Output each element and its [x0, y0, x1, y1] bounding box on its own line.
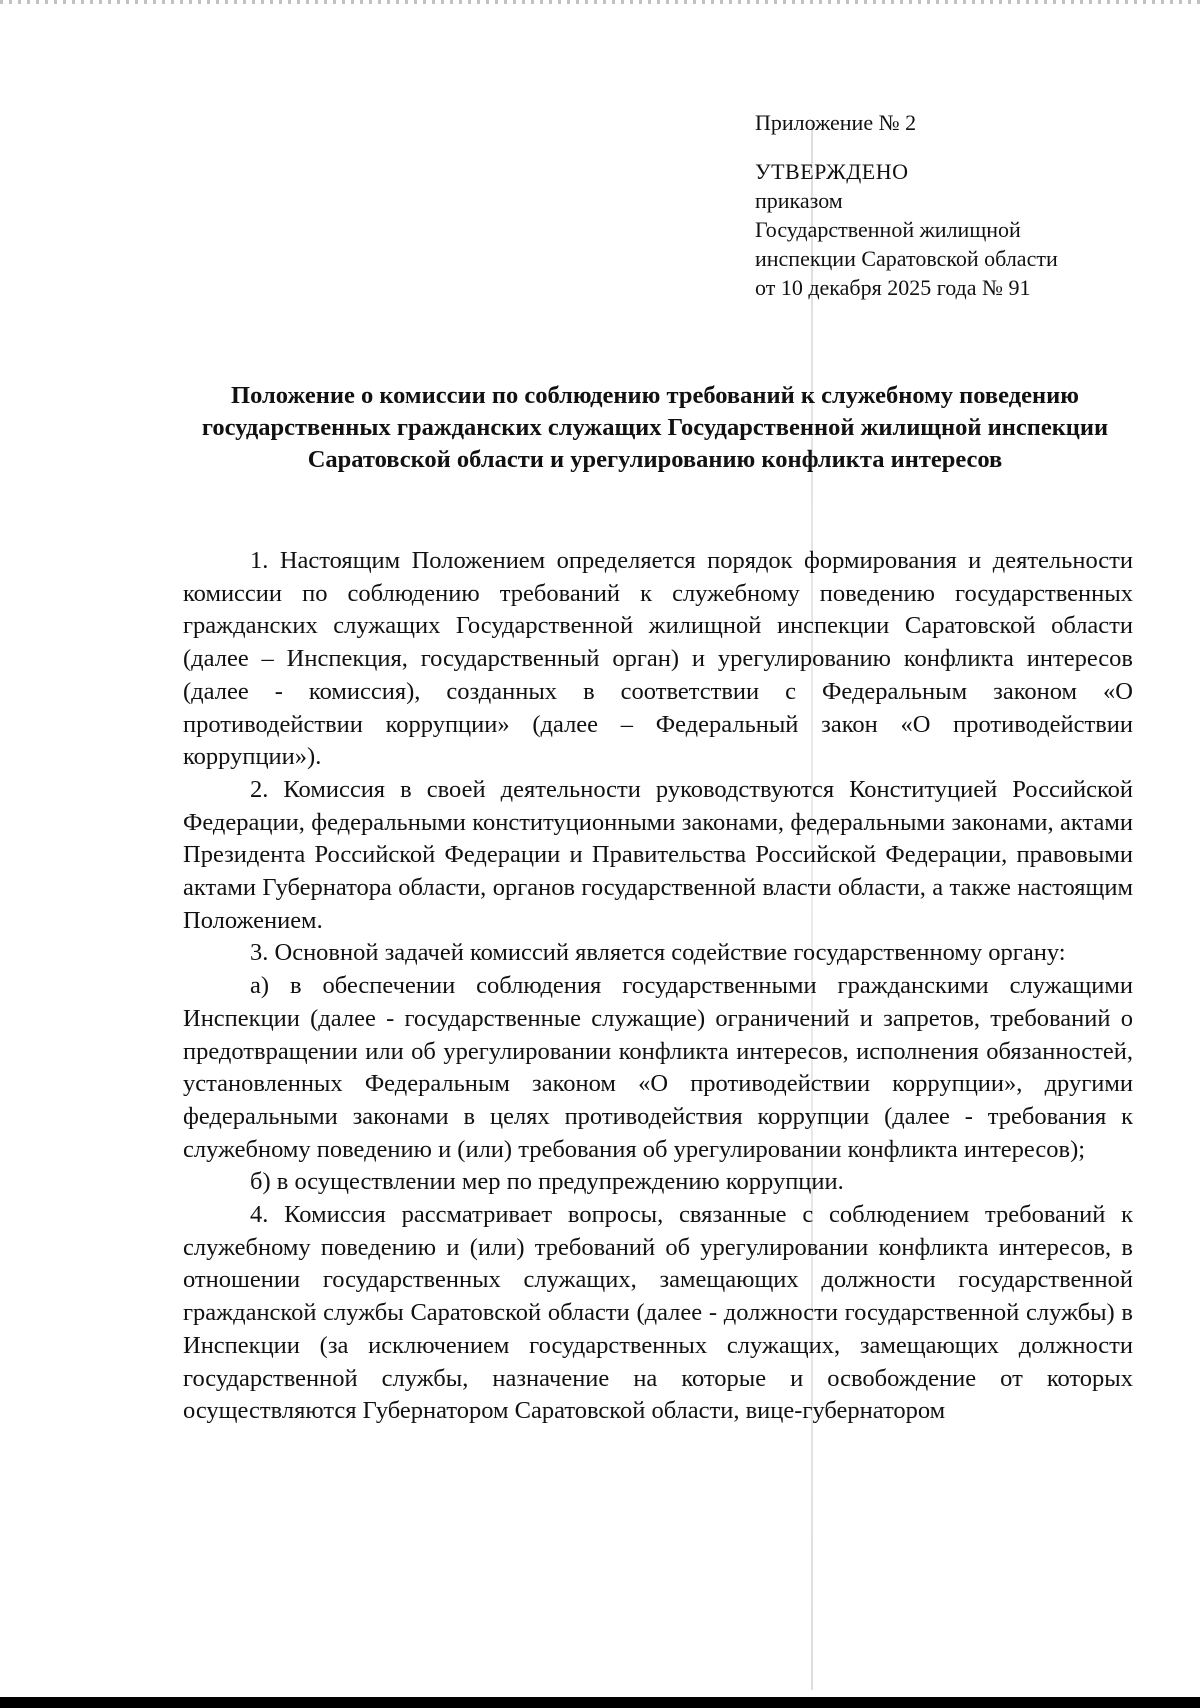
approval-line-date: от 10 декабря 2025 года № 91	[755, 275, 1031, 300]
document-title: Положение о комиссии по соблюдению требований к служебному поведению государственных гражданских служащих Государственной жилищной инспекции Саратовской области и урегулированию конфликта интересов	[201, 382, 1109, 473]
document-body	[183, 545, 1133, 1428]
approved-stamp: УТВЕРЖДЕНО	[755, 159, 909, 184]
approval-line-org: Государственной жилищной	[755, 217, 1021, 242]
approval-block	[755, 108, 1175, 302]
paragraph-2: 2. Комиссия в своей деятельности руководствуются Конституцией Российской Федерации, федеральными конституционными законами, федеральными законами, актами Президента Российской Федерации и Правительства Российской Федерации, правовыми актами Губернатора области, органов государственной власти области, а также настоящим Положением.	[183, 775, 1133, 934]
paragraph-3a: а) в обеспечении соблюдения государственными гражданскими служащими Инспекции (далее - государственные служащие) ограничений и запретов, требований о предотвращении или об урегулировании конфликта интересов, исполнения обязанностей, установленных Федеральным законом «О противодействии коррупции», другими федеральными законами в целях противодействия коррупции (далее - требования к служебному поведению и (или) требования об урегулировании конфликта интересов);	[183, 972, 1133, 1163]
paragraph-3: 3. Основной задачей комиссий является содействие государственному органу:	[250, 939, 1066, 967]
paragraph-4: 4. Комиссия рассматривает вопросы, связанные с соблюдением требований к служебному поведению и (или) требований об урегулировании конфликта интересов, в отношении государственных служащих, замещающих должности государственной гражданской службы Саратовской области (далее - должности государственной службы) в Инспекции (за исключением государственных служащих, замещающих должности государственной службы, назначение на которые и освобождение от которых осуществляются Губернатором Саратовской области, вице-губернатором	[183, 1201, 1133, 1425]
appendix-number: Приложение № 2	[755, 110, 917, 135]
scan-edge-bottom	[0, 1697, 1200, 1708]
approval-line-order: приказом	[755, 188, 843, 213]
paragraph-3b: б) в осуществлении мер по предупреждению коррупции.	[250, 1168, 844, 1196]
approval-line-region: инспекции Саратовской области	[755, 246, 1058, 271]
scan-edge-top	[0, 0, 1200, 4]
paragraph-1: 1. Настоящим Положением определяется порядок формирования и деятельности комиссии по соблюдению требований к служебному поведению государственных гражданских служащих Государственной жилищной инспекции Саратовской области (далее – Инспекция, государственный орган) и урегулированию конфликта интересов (далее - комиссия), созданных в соответствии с Федеральным законом «О противодействии коррупции» (далее – Федеральный закон «О противодействии коррупции»).	[183, 547, 1133, 771]
